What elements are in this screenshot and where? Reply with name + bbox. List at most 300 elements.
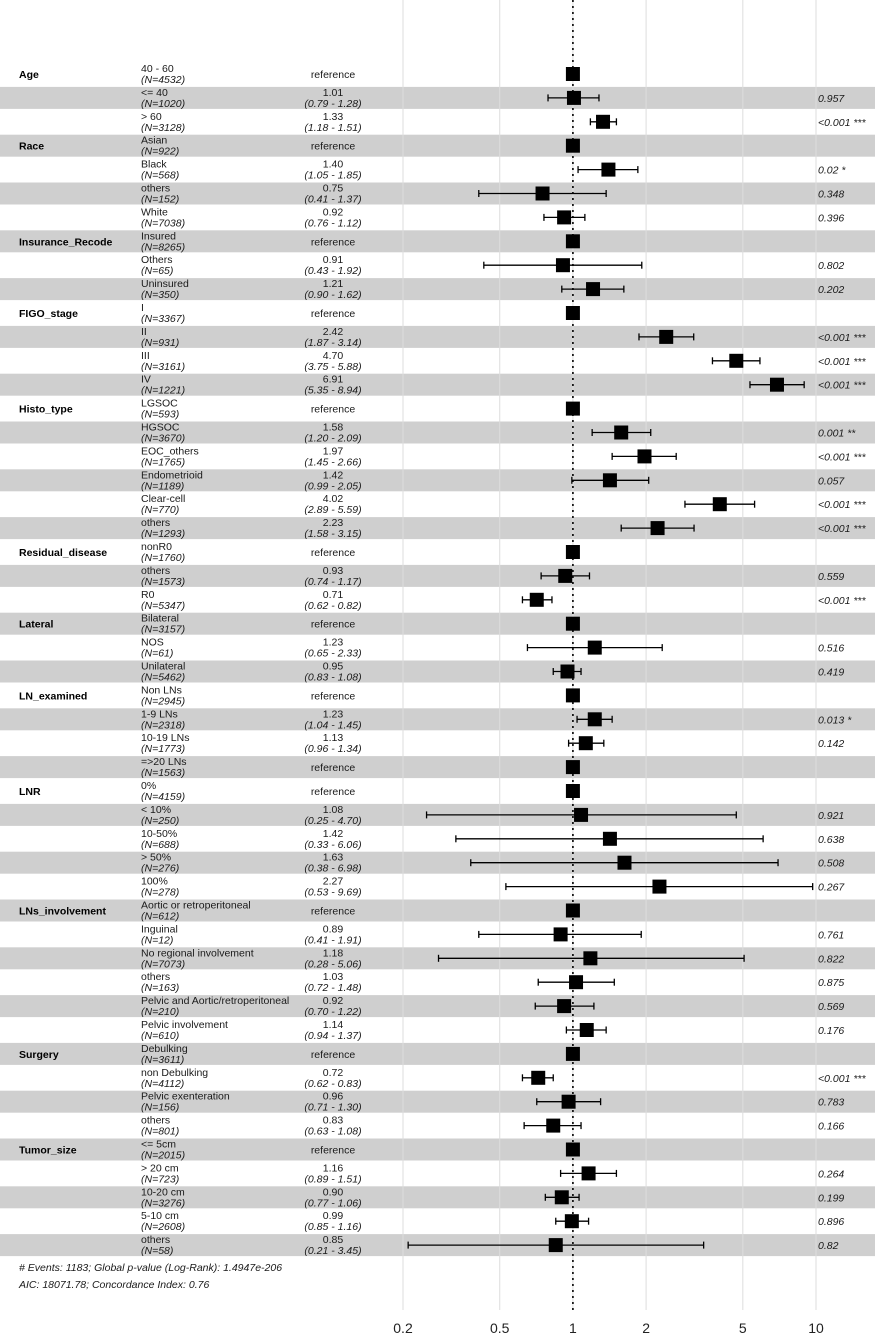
level-label: < 10%	[141, 803, 172, 816]
n-label: (N=4112)	[141, 1077, 185, 1090]
row-band	[0, 278, 875, 300]
estimate-square	[549, 1238, 563, 1252]
p-value-label: 0.001 **	[818, 427, 856, 440]
estimate-label: 0.96	[322, 1090, 344, 1103]
estimate-square	[569, 975, 583, 989]
level-label: others	[141, 517, 171, 530]
level-label: > 60	[141, 110, 162, 123]
level-label: Inguinal	[141, 923, 178, 936]
estimate-label: reference	[310, 69, 356, 81]
estimate-square	[566, 67, 580, 81]
ci-label: (0.89 - 1.51)	[304, 1173, 362, 1186]
n-label: (N=1563)	[141, 767, 186, 780]
estimate-square	[566, 234, 580, 248]
p-value-label: 0.638	[818, 833, 845, 846]
n-label: (N=61)	[141, 647, 174, 660]
row-band	[0, 661, 875, 683]
estimate-label: 0.90	[322, 1186, 344, 1199]
level-label: 40 - 60	[141, 63, 174, 75]
level-label: Pelvic involvement	[141, 1019, 228, 1031]
level-label: Non LNs	[141, 684, 182, 697]
p-value-label: 0.921	[818, 809, 845, 822]
ci-label: (0.33 - 6.06)	[304, 838, 362, 851]
level-label: 1-9 LNs	[141, 708, 178, 721]
estimate-label: reference	[310, 140, 356, 153]
ci-label: (1.87 - 3.14)	[304, 336, 362, 349]
n-label: (N=8265)	[141, 241, 186, 254]
level-label: NOS	[141, 636, 164, 649]
p-value-label: 0.82	[818, 1240, 839, 1253]
p-value-label: <0.001 ***	[818, 355, 866, 368]
group-label: Age	[19, 69, 39, 81]
n-label: (N=156)	[141, 1101, 180, 1114]
ci-label: (0.21 - 3.45)	[304, 1245, 362, 1258]
estimate-square	[566, 688, 580, 702]
estimate-label: 1.23	[322, 636, 344, 649]
estimate-square	[557, 210, 571, 224]
n-label: (N=723)	[141, 1173, 180, 1186]
level-label: > 50%	[141, 851, 172, 864]
n-label: (N=3276)	[141, 1197, 186, 1210]
row-band	[0, 1139, 875, 1161]
estimate-label: 0.91	[322, 254, 344, 267]
level-label: <= 5cm	[141, 1138, 177, 1151]
estimate-label: reference	[310, 403, 356, 416]
group-label: Insurance_Recode	[19, 236, 113, 249]
n-label: (N=3157)	[141, 623, 186, 636]
ci-label: (1.05 - 1.85)	[304, 169, 362, 182]
p-value-label: <0.001 ***	[818, 523, 866, 536]
ci-label: (0.53 - 9.69)	[304, 886, 362, 899]
estimate-square	[562, 1095, 576, 1109]
estimate-label: 2.27	[322, 875, 344, 888]
n-label: (N=4159)	[141, 791, 186, 803]
estimate-square	[713, 497, 727, 511]
n-label: (N=7073)	[141, 958, 186, 971]
n-label: (N=593)	[141, 408, 180, 421]
n-label: (N=163)	[141, 982, 180, 995]
ci-label: (3.75 - 5.88)	[304, 360, 362, 373]
group-label: LNR	[19, 786, 41, 798]
estimate-label: 1.63	[322, 851, 344, 864]
ci-label: (2.89 - 5.59)	[304, 504, 362, 517]
estimate-square	[531, 1071, 545, 1085]
n-label: (N=58)	[141, 1245, 174, 1258]
estimate-label: 1.40	[322, 158, 344, 171]
estimate-label: 1.03	[322, 971, 344, 984]
p-value-label: 0.875	[818, 977, 845, 990]
ci-label: (0.83 - 1.08)	[304, 671, 362, 684]
level-label: 5-10 cm	[141, 1210, 179, 1223]
ci-label: (0.94 - 1.37)	[304, 1030, 362, 1042]
row-band	[0, 565, 875, 587]
row-band	[0, 756, 875, 778]
p-value-label: 0.957	[818, 92, 845, 105]
estimate-label: 2.23	[322, 517, 344, 530]
ci-label: (0.62 - 0.83)	[304, 1077, 362, 1090]
group-label: LN_examined	[19, 690, 88, 703]
n-label: (N=770)	[141, 504, 180, 517]
level-label: Endometrioid	[141, 469, 203, 482]
level-label: Asian	[141, 134, 168, 147]
level-label: LGSOC	[141, 397, 178, 410]
estimate-square	[579, 736, 593, 750]
p-value-label: 0.396	[818, 212, 845, 225]
estimate-square	[566, 545, 580, 559]
row-band	[0, 708, 875, 730]
level-label: others	[141, 971, 171, 984]
estimate-label: 1.14	[322, 1019, 344, 1031]
estimate-label: 1.21	[322, 278, 344, 291]
n-label: (N=3161)	[141, 360, 186, 373]
estimate-label: 1.58	[322, 421, 344, 434]
ci-label: (0.41 - 1.91)	[304, 934, 362, 947]
level-label: Insured	[141, 230, 177, 243]
estimate-square	[567, 91, 581, 105]
estimate-square	[530, 593, 544, 607]
footer-notes	[18, 1262, 282, 1291]
p-value-label: 0.802	[818, 260, 845, 273]
estimate-label: 1.42	[322, 827, 344, 840]
level-label: Pelvic and Aortic/retroperitoneal	[141, 995, 290, 1008]
row-band	[0, 326, 875, 348]
n-label: (N=276)	[141, 862, 180, 875]
p-value-label: 0.202	[818, 284, 845, 297]
level-label: No regional involvement	[141, 947, 254, 960]
estimate-square	[566, 784, 580, 798]
n-label: (N=1293)	[141, 528, 186, 541]
ci-label: (1.58 - 3.15)	[304, 528, 362, 541]
n-label: (N=2945)	[141, 695, 186, 708]
estimate-label: reference	[310, 690, 356, 703]
estimate-square	[566, 1047, 580, 1061]
level-label: 100%	[141, 875, 168, 888]
level-label: others	[141, 182, 171, 195]
n-label: (N=3367)	[141, 313, 186, 325]
estimate-label: 1.08	[322, 803, 344, 816]
p-value-label: 0.02 *	[818, 164, 846, 177]
ci-label: (1.18 - 1.51)	[304, 121, 362, 134]
estimate-label: 0.92	[322, 206, 344, 219]
ci-label: (0.71 - 1.30)	[304, 1101, 362, 1114]
estimate-square	[652, 880, 666, 894]
p-value-label: 0.057	[818, 475, 845, 488]
estimate-label: reference	[310, 618, 356, 631]
row-band	[0, 900, 875, 922]
p-value-label: 0.348	[818, 188, 845, 201]
estimate-label: 0.89	[322, 923, 344, 936]
n-label: (N=2608)	[141, 1221, 186, 1234]
level-label: EOC_others	[141, 445, 199, 458]
estimate-label: reference	[310, 905, 356, 918]
level-label: Uninsured	[141, 278, 189, 291]
level-label: IV	[141, 373, 151, 386]
p-value-label: 0.516	[818, 642, 845, 655]
p-value-label: 0.896	[818, 1216, 845, 1229]
estimate-square	[556, 258, 570, 272]
row-band	[0, 374, 875, 396]
n-label: (N=210)	[141, 1006, 180, 1019]
n-label: (N=1773)	[141, 743, 186, 756]
estimate-label: 0.75	[322, 182, 344, 195]
level-label: <= 40	[141, 86, 168, 99]
estimate-square	[659, 330, 673, 344]
estimate-square	[566, 402, 580, 416]
x-tick-label: 2	[642, 1320, 650, 1336]
n-label: (N=5347)	[141, 599, 186, 612]
x-tick-label: 10	[808, 1320, 824, 1336]
row-band	[0, 183, 875, 205]
ci-label: (0.74 - 1.17)	[304, 575, 362, 588]
estimate-square	[601, 163, 615, 177]
row-band	[0, 422, 875, 444]
estimate-label: 1.23	[322, 708, 344, 721]
level-label: 10-20 cm	[141, 1186, 185, 1199]
row-band	[0, 1186, 875, 1208]
estimate-square	[588, 641, 602, 655]
p-value-label: 0.142	[818, 738, 845, 751]
level-label: HGSOC	[141, 421, 180, 434]
estimate-label: reference	[310, 1048, 356, 1061]
p-value-label: 0.166	[818, 1120, 845, 1133]
n-label: (N=4532)	[141, 74, 186, 86]
group-label: Surgery	[19, 1048, 59, 1061]
ci-label: (0.90 - 1.62)	[304, 289, 362, 302]
estimate-label: 0.92	[322, 995, 344, 1008]
row-band	[0, 469, 875, 491]
estimate-label: 1.18	[322, 947, 344, 960]
row-bands	[0, 87, 875, 1256]
row-band	[0, 1091, 875, 1113]
estimate-square	[554, 927, 568, 941]
ci-label: (1.45 - 2.66)	[304, 456, 362, 469]
estimate-label: 6.91	[322, 373, 344, 386]
estimate-label: reference	[310, 236, 356, 249]
n-label: (N=922)	[141, 145, 180, 158]
p-value-label: 0.013 *	[818, 714, 852, 727]
estimate-square	[614, 426, 628, 440]
level-label: Bilateral	[141, 612, 179, 625]
level-label: > 20 cm	[141, 1162, 179, 1175]
estimate-square	[770, 378, 784, 392]
n-label: (N=152)	[141, 193, 180, 206]
n-label: (N=65)	[141, 265, 174, 278]
ci-label: (1.20 - 2.09)	[304, 432, 362, 445]
ci-label: (0.76 - 1.12)	[304, 217, 362, 230]
ci-label: (0.96 - 1.34)	[304, 743, 362, 756]
estimate-square	[536, 187, 550, 201]
p-value-label: 0.199	[818, 1192, 845, 1205]
row-band	[0, 613, 875, 635]
n-label: (N=1765)	[141, 456, 186, 469]
estimate-square	[588, 712, 602, 726]
level-label: Aortic or retroperitoneal	[141, 899, 251, 912]
p-value-label: 0.419	[818, 666, 845, 679]
n-label: (N=801)	[141, 1125, 180, 1138]
level-label: nonR0	[141, 541, 172, 553]
estimate-label: 1.97	[322, 445, 344, 458]
level-label: I	[141, 302, 144, 314]
n-label: (N=250)	[141, 814, 180, 827]
ci-label: (0.28 - 5.06)	[304, 958, 362, 971]
level-label: 10-50%	[141, 827, 178, 840]
n-label: (N=1221)	[141, 384, 186, 397]
ci-label: (1.04 - 1.45)	[304, 719, 362, 732]
level-label: 10-19 LNs	[141, 732, 190, 745]
level-label: Debulking	[141, 1042, 188, 1055]
estimate-label: 0.85	[322, 1234, 344, 1247]
estimate-label: 4.02	[322, 493, 344, 506]
n-label: (N=568)	[141, 169, 180, 182]
p-value-label: 0.267	[818, 881, 845, 894]
ci-label: (0.70 - 1.22)	[304, 1006, 362, 1019]
x-axis	[393, 1320, 824, 1336]
x-tick-label: 0.5	[490, 1320, 510, 1336]
ci-label: (0.62 - 0.82)	[304, 599, 362, 612]
n-label: (N=1020)	[141, 97, 186, 110]
estimate-square	[555, 1190, 569, 1204]
n-label: (N=1760)	[141, 552, 186, 564]
n-label: (N=612)	[141, 910, 180, 923]
p-value-label: 0.508	[818, 857, 845, 870]
n-label: (N=278)	[141, 886, 180, 899]
level-label: Others	[141, 254, 173, 267]
p-value-label: 0.264	[818, 1168, 845, 1181]
estimate-square	[558, 569, 572, 583]
level-label: III	[141, 349, 150, 362]
estimate-square	[586, 282, 600, 296]
p-value-label: <0.001 ***	[818, 1072, 866, 1085]
estimate-square	[566, 306, 580, 320]
p-value-label: <0.001 ***	[818, 331, 866, 344]
ci-label: (0.63 - 1.08)	[304, 1125, 362, 1138]
estimate-square	[557, 999, 571, 1013]
p-value-label: <0.001 ***	[818, 451, 866, 464]
level-label: non Debulking	[141, 1066, 209, 1079]
n-label: (N=3670)	[141, 432, 186, 445]
level-label: II	[141, 325, 147, 338]
p-value-label: <0.001 ***	[818, 499, 866, 512]
x-tick-label: 1	[569, 1320, 577, 1336]
estimate-label: 1.13	[322, 732, 344, 745]
p-value-label: <0.001 ***	[818, 379, 866, 392]
ci-label: (0.41 - 1.37)	[304, 193, 362, 206]
level-label: Unilateral	[141, 660, 186, 673]
estimate-square	[580, 1023, 594, 1037]
estimate-label: 4.70	[322, 349, 344, 362]
estimate-square	[565, 1214, 579, 1228]
group-label: LNs_involvement	[19, 905, 106, 918]
estimate-label: reference	[310, 547, 356, 559]
estimate-label: reference	[310, 786, 356, 798]
estimate-square	[603, 832, 617, 846]
p-value-label: 0.559	[818, 570, 845, 583]
ci-label: (0.79 - 1.28)	[304, 97, 362, 110]
estimate-label: 0.72	[322, 1066, 344, 1079]
estimate-square	[651, 521, 665, 535]
estimate-square	[617, 856, 631, 870]
estimate-label: 0.83	[322, 1114, 344, 1127]
ci-label: (0.99 - 2.05)	[304, 480, 362, 493]
estimate-label: 0.71	[322, 588, 344, 601]
row-band	[0, 87, 875, 109]
level-label: others	[141, 564, 171, 577]
p-value-label: <0.001 ***	[818, 116, 866, 129]
row-band	[0, 135, 875, 157]
estimate-square	[566, 760, 580, 774]
footer-line: AIC: 18071.78; Concordance Index: 0.76	[19, 1279, 210, 1291]
estimate-label: 0.93	[322, 564, 344, 577]
p-value-label: 0.176	[818, 1025, 845, 1037]
estimate-square	[566, 139, 580, 153]
ci-label: (0.38 - 6.98)	[304, 862, 362, 875]
n-label: (N=3128)	[141, 121, 186, 134]
n-label: (N=1573)	[141, 575, 186, 588]
estimate-square	[583, 951, 597, 965]
p-value-label: 0.822	[818, 953, 845, 966]
estimate-square	[566, 1143, 580, 1157]
ci-label: (0.72 - 1.48)	[304, 982, 362, 995]
level-label: White	[141, 206, 168, 219]
row-band	[0, 1043, 875, 1065]
ci-label: (0.77 - 1.06)	[304, 1197, 362, 1210]
level-label: 0%	[141, 780, 157, 792]
group-label: FIGO_stage	[19, 308, 78, 320]
n-label: (N=350)	[141, 289, 180, 302]
estimate-label: 1.42	[322, 469, 344, 482]
estimate-square	[603, 473, 617, 487]
row-band	[0, 995, 875, 1017]
estimate-square	[596, 115, 610, 129]
n-label: (N=1189)	[141, 480, 185, 493]
estimate-label: reference	[310, 308, 356, 320]
group-label: Histo_type	[19, 403, 73, 416]
group-label: Tumor_size	[19, 1144, 77, 1157]
group-label: Residual_disease	[19, 547, 108, 559]
row-band	[0, 230, 875, 252]
x-tick-label: 0.2	[393, 1320, 413, 1336]
level-label: Clear-cell	[141, 493, 186, 506]
ci-label: (5.35 - 8.94)	[304, 384, 362, 397]
row-band	[0, 517, 875, 539]
group-label: Lateral	[19, 618, 54, 631]
level-label: =>20 LNs	[141, 756, 187, 769]
p-value-label: 0.783	[818, 1096, 845, 1109]
x-tick-label: 5	[738, 1320, 747, 1336]
level-label: Pelvic exenteration	[141, 1090, 230, 1103]
footer-line: # Events: 1183; Global p-value (Log-Rank): 1.4947e-206	[19, 1262, 283, 1274]
ci-label: (0.25 - 4.70)	[304, 814, 362, 827]
n-label: (N=610)	[141, 1030, 180, 1042]
ci-label: (0.85 - 1.16)	[304, 1221, 362, 1234]
n-label: (N=688)	[141, 838, 180, 851]
n-label: (N=5462)	[141, 671, 186, 684]
estimate-label: 2.42	[322, 325, 344, 338]
n-label: (N=3611)	[141, 1053, 185, 1066]
level-label: others	[141, 1114, 171, 1127]
n-label: (N=931)	[141, 336, 180, 349]
estimate-label: 1.01	[322, 86, 344, 99]
level-label: R0	[141, 588, 155, 601]
estimate-label: 0.99	[322, 1210, 344, 1223]
p-value-label: 0.569	[818, 1001, 845, 1014]
estimate-square	[729, 354, 743, 368]
estimate-square	[566, 617, 580, 631]
level-label: others	[141, 1234, 171, 1247]
n-label: (N=7038)	[141, 217, 186, 230]
estimate-label: reference	[310, 762, 356, 775]
estimate-label: reference	[310, 1144, 356, 1157]
